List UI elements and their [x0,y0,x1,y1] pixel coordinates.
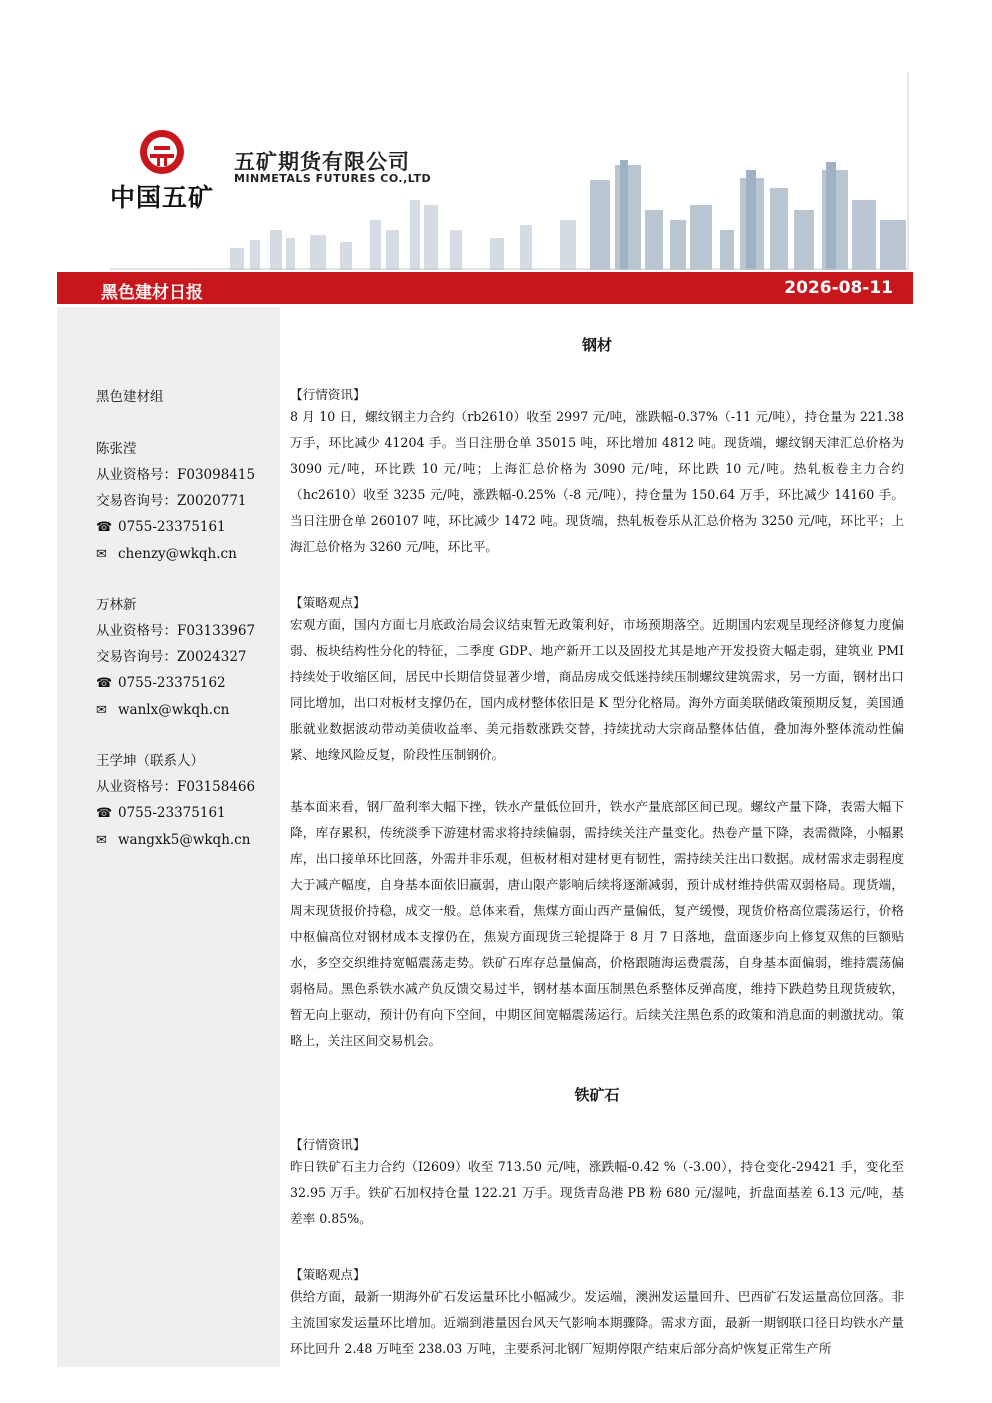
iron-ore-market-paragraph: 昨日铁矿石主力合约（I2609）收至 713.50 元/吨，涨跌幅-0.42 %（-3.00），持仓变化-29421 手，变化至 32.95 万手。铁矿石加权持仓量 122.21 万手。现货青岛港 PB 粉 680 元/湿吨，折盘面基差 6.13 元/吨，基差率 0.85%。 [290,1159,904,1226]
analyst-name: 陈张滢 [96,441,137,457]
company-name-en: MINMETALS FUTURES CO.,LTD [234,172,432,185]
company-name-cn: 五矿期货有限公司 [234,150,410,174]
iron-ore-strategy-paragraph: 供给方面，最新一期海外矿石发运量环比小幅减少。发运端，澳洲发运量回升、巴西矿石发运量高位回落。非主流国家发运量环比增加。近端到港量因台风天气影响本期骤降。需求方面，最新一期钢联口径日均铁水产量环比回升 2.48 万吨至 238.03 万吨，主要系河北钢厂短期停限产结束后部分高炉恢复正常生产所 [290,1289,904,1356]
market-news-tag: 【行情资讯】 [290,387,366,402]
email-link[interactable]: wangxk5@wkqh.cn [118,832,251,848]
qualification-number: 从业资格号：F03133967 [96,623,256,639]
consult-number: 交易咨询号：Z0024327 [96,649,247,665]
steel-strategy-paragraph-2: 基本面来看，钢厂盈利率大幅下挫，铁水产量低位回升，铁水产量底部区间已现。螺纹产量下降，表需大幅下降，库存累积，传统淡季下游建材需求将持续偏弱，需持续关注产量变化。热卷产量下降，表需微降，小幅累库，出口接单环比回落，外需并非乐观，但板材相对建材更有韧性，需持续关注出口数据。成材需求走弱程度大于减产幅度，自身基本面依旧羸弱，唐山限产影响后续将逐渐减弱，预计成材维持供需双弱格局。现货端，周末现货报价持稳，成交一般。总体来看，焦煤方面山西产量偏低，复产缓慢，现货价格高位震荡运行，价格中枢偏高位对钢材成本支撑仍在，焦炭方面现货三轮提降于 8 月 7 日落地，盘面逐步向上修复双焦的巨额贴水，多空交织维持宽幅震荡走势。铁矿石库存总量偏高，价格跟随海运费震荡，自身基本面偏弱，维持震荡偏弱格局。黑色系铁水减产负反馈交易过半，钢材基本面压制黑色系整体反弹高度，维持下跌趋势且现货疲软，暂无向上驱动，预计仍有向下空间，中期区间宽幅震荡运行。后续关注黑色系的政策和消息面的刺激扰动。策略上，关注区间交易机会。 [290,799,904,1048]
page-header [0,0,992,270]
report-date: 2026-08-11 [784,278,893,298]
telephone-icon: ☎ [96,806,113,821]
section-title-iron-ore: 铁矿石 [574,1086,620,1104]
envelope-icon: ✉ [96,833,107,848]
section-title-steel: 钢材 [581,336,612,354]
telephone-icon: ☎ [96,520,113,535]
qualification-number: 从业资格号：F03158466 [96,779,256,795]
steel-market-paragraph: 8 月 10 日，螺纹钢主力合约（rb2610）收至 2997 元/吨，涨跌幅-0.37%（-11 元/吨），持仓量为 221.38 万手，环比减少 41204 手。当日注册仓单 35015 吨，环比增加 4812 吨。现货端，螺纹钢天津汇总价格为 3090 元/吨，环比跌 10 元/吨；上海汇总价格为 3090 元/吨，环比跌 10 元/吨。热轧板卷主力合约（hc2610）收至 3235 元/吨，涨跌幅-0.25%（-8 元/吨），持仓量为 150.64 万手，环比减少 14160 手。当日注册仓单 260107 吨，环比减少 1472 吨。现货端，热轧板卷乐从汇总价格为 3250 元/吨，环比平；上海汇总价格为 3260 元/吨，环比平。 [290,409,905,554]
phone-number: 0755-23375161 [118,519,226,535]
group-name: 黑色建材组 [96,389,164,405]
phone-number: 0755-23375161 [118,805,226,821]
envelope-icon: ✉ [96,703,107,718]
strategy-tag: 【策略观点】 [290,1267,366,1282]
market-news-tag: 【行情资讯】 [290,1137,366,1152]
phone-number: 0755-23375162 [118,675,226,691]
strategy-tag: 【策略观点】 [290,595,366,610]
report-name: 黑色建材日报 [101,283,203,303]
analyst-card [96,592,255,724]
email-link[interactable]: wanlx@wkqh.cn [118,702,230,718]
consult-number: 交易咨询号：Z0020771 [96,493,247,509]
telephone-icon: ☎ [96,676,113,691]
city-skyline-image [110,70,910,270]
analyst-name: 万林新 [96,597,137,613]
steel-strategy-paragraph-1: 宏观方面，国内方面七月底政治局会议结束暂无政策利好，市场预期落空。近期国内宏观呈现经济修复力度偏弱、板块结构性分化的特征，二季度 GDP、地产新开工以及固投尤其是地产开发投资大幅走弱，建筑业 PMI 持续处于收缩区间，居民中长期信贷显著少增，商品房成交低迷持续压制螺纹建筑需求，另一方面，钢材出口同比增加，出口对板材支撑仍在，国内成材整体依旧是 K 型分化格局。海外方面美联储政策预期反复，美国通胀就业数据波动带动美债收益率、美元指数涨跌交替，持续扰动大宗商品整体估值，叠加海外整体流动性偏紧、地缘风险反复，阶段性压制钢价。 [290,617,904,762]
analyst-name: 王学坤（联系人） [96,753,204,769]
email-link[interactable]: chenzy@wkqh.cn [118,546,237,562]
analyst-card [96,436,255,568]
minmetals-emblem-logo [138,128,186,176]
analyst-card [96,748,255,854]
analyst-sidebar [57,307,280,1367]
envelope-icon: ✉ [96,547,107,562]
qualification-number: 从业资格号：F03098415 [96,467,256,483]
logo-text: 中国五矿 [110,183,215,212]
report-title-bar [57,272,913,304]
